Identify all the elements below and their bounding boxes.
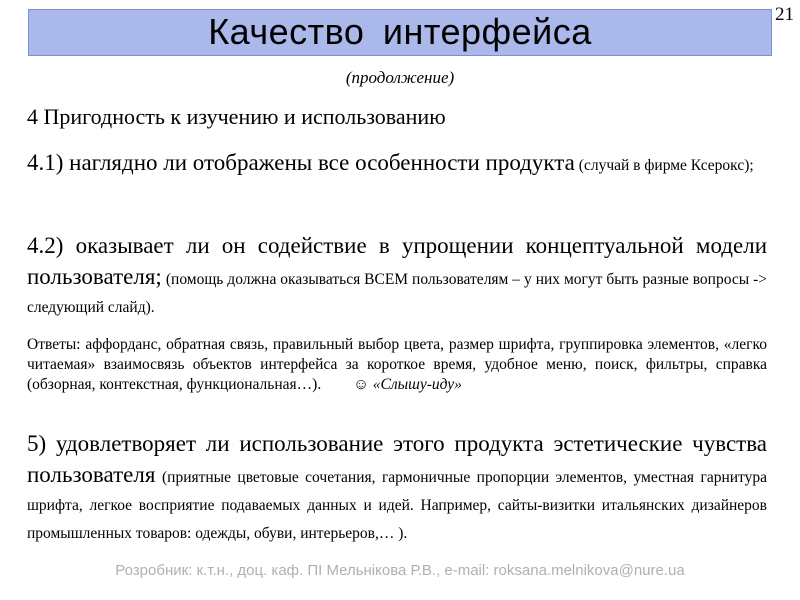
footer-author: Розробник: к.т.н., доц. каф. ПІ Мельнікова Р.В., e-mail: roksana.melnikova@nure.ua (115, 562, 685, 579)
item-5-main: 5) удовлетворяет ли использование этого продукта эстетические чувства пользователя (27, 431, 767, 487)
item-4-2-main: 4.2) оказывает ли он содействие в упрощении концептуальной модели пользователя; (27, 233, 767, 289)
answers-text: Ответы: аффорданс, обратная связь, правильный выбор цвета, размер шрифта, группировка элементов, «легко читаемая» взаимосвязь объектов интерфейса за короткое время, удобное меню, поиск, фильтры, справка (обзорная, контекстная, функциональная…). (27, 336, 767, 393)
item-5 (27, 430, 767, 548)
item-5-note: (приятные цветовые сочетания, гармоничные пропорции элементов, уместная гарнитура шрифта, легкое восприятие подаваемых данных и идей. Например, сайты-визитки итальянских дизайнеров промышленных товаров: одежды, обуви, интерьеров,… ). (27, 469, 768, 542)
slide-subtitle: (продолжение) (345, 68, 455, 87)
item-4-2-note: (помощь должна оказываться ВСЕМ пользователям – у них могут быть разные вопросы -> следующий слайд). (27, 271, 768, 316)
slide-title: Качество интерфейса (208, 10, 592, 52)
slide-number: 21 (775, 4, 794, 25)
answers-quote: «Слышу-иду» (372, 376, 462, 393)
item-4-1-main: 4.1) наглядно ли отображены все особенности продукта (27, 150, 575, 175)
answers-paragraph (27, 335, 767, 395)
section-heading: 4 Пригодность к изучению и использованию (27, 104, 446, 129)
smile-icon: ☺ (353, 376, 369, 393)
item-4-1 (27, 149, 767, 180)
answers-quote-group (353, 376, 462, 393)
title-box (28, 9, 772, 56)
item-4-2 (27, 232, 767, 322)
item-4-1-note: (случай в фирме Ксерокс); (578, 157, 754, 174)
